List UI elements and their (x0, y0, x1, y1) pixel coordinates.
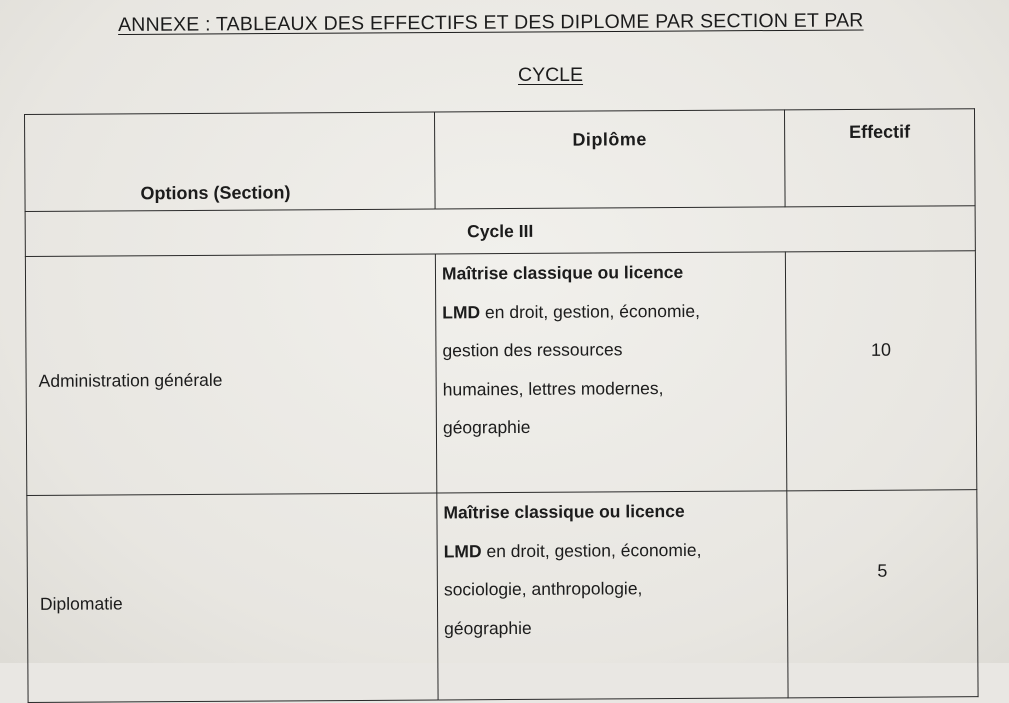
diplome-text: en droit, gestion, économie, (480, 300, 701, 322)
header-options: Options (Section) (25, 112, 436, 212)
diplome-bold-text: Maîtrise classique ou licence (443, 500, 685, 523)
option-cell: Diplomatie (27, 493, 438, 703)
table-row (25, 251, 976, 496)
cycle-label: Cycle III (25, 206, 975, 257)
diplome-bold-text: LMD (442, 301, 481, 322)
header-diplome: Diplôme (434, 110, 785, 209)
option-cell: Administration générale (25, 254, 436, 496)
document-title-line-2: CYCLE (518, 64, 584, 86)
table-row (27, 490, 978, 703)
cycle-row (25, 206, 975, 257)
effectif-cell (785, 251, 976, 491)
diplome-text: humaines, lettres modernes, (442, 377, 664, 399)
header-effectif: Effectif (784, 109, 975, 207)
effectif-cell (787, 490, 978, 698)
effectif-value: 10 (870, 339, 892, 360)
table-header-row (25, 109, 976, 212)
diplome-cell (437, 491, 788, 700)
diplome-text: en droit, gestion, économie, (481, 539, 702, 561)
effectif-value: 5 (877, 560, 888, 581)
diplome-bold-text: Maîtrise classique ou licence (441, 261, 684, 284)
diplome-cell (435, 252, 786, 493)
document-title-line-1: ANNEXE : TABLEAUX DES EFFECTIFS ET DES DIPLOME PAR SECTION ET PAR (118, 9, 864, 36)
diplome-text: sociologie, anthropologie, (443, 578, 643, 600)
diplome-bold-text: LMD (443, 540, 482, 561)
effectifs-table (24, 108, 979, 703)
effectifs-table-container (24, 108, 983, 674)
diplome-text: gestion des ressources (442, 339, 623, 361)
diplome-text: géographie (442, 416, 531, 438)
diplome-text: géographie (444, 617, 532, 638)
